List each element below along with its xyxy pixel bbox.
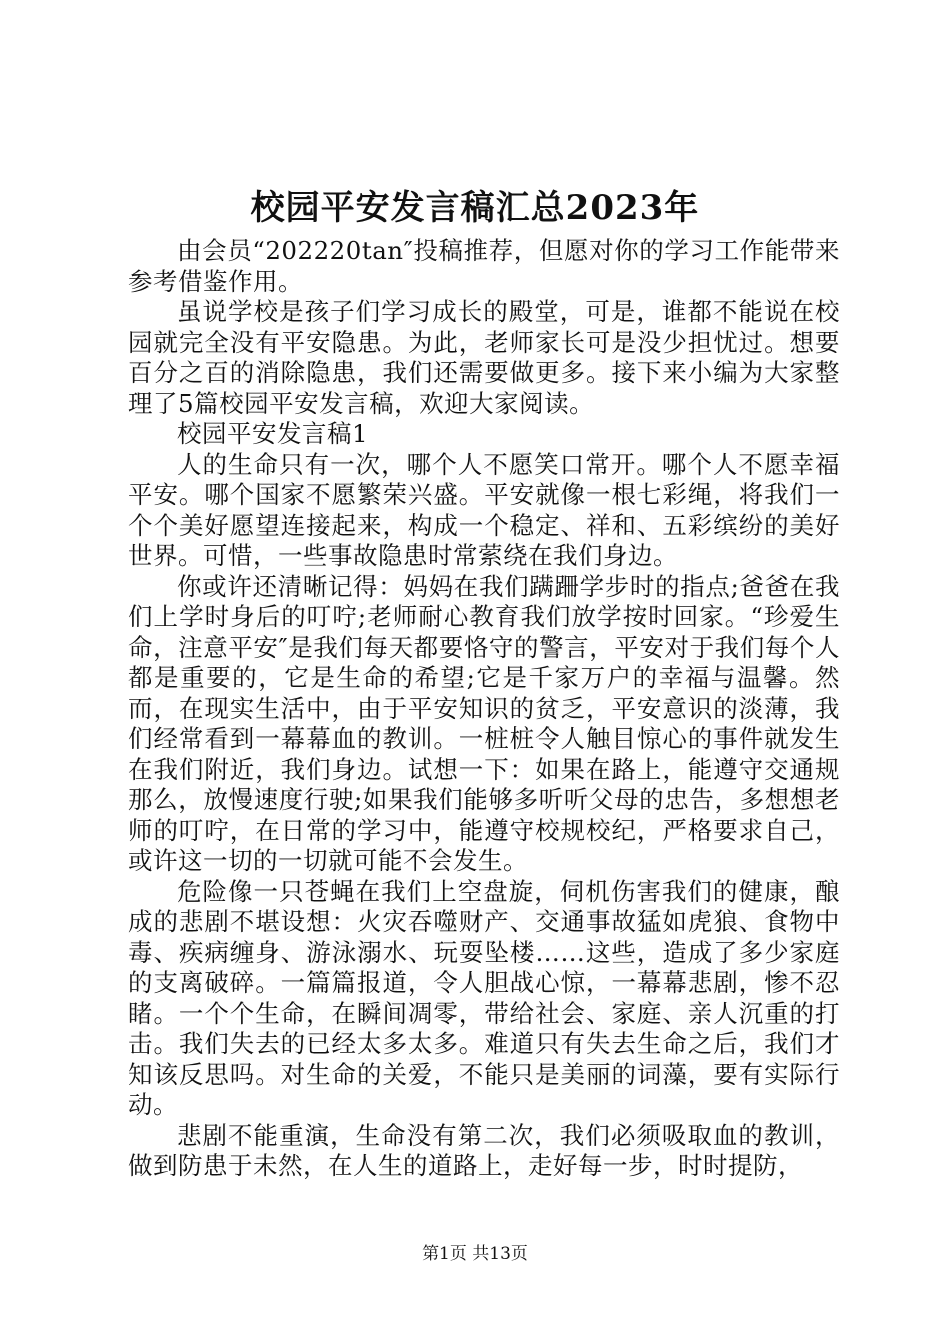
document-title: 校园平安发言稿汇总2023年: [250, 188, 700, 228]
paragraph-intro: 由会员“202220tan″投稿推荐，但愿对你的学习工作能带来参考借鉴作用。: [128, 236, 840, 296]
page-number-footer: 第1页 共13页: [422, 1244, 528, 1264]
paragraph-life: 人的生命只有一次，哪个人不愿笑口常开。哪个人不愿幸福平安。哪个国家不愿繁荣兴盛。平安就像一根七彩绳，将我们一个个美好愿望连接起来，构成一个稳定、祥和、五彩缤纷的美好世界。可惜，一些事故隐患时常萦绕在我们身边。: [128, 449, 840, 570]
section-heading: 校园平安发言稿1: [177, 419, 369, 448]
paragraph-tragedy: 悲剧不能重演，生命没有第二次，我们必须吸取血的教训，做到防患于未然，在人生的道路上，走好每一步，时时提防，: [128, 1120, 840, 1180]
paragraph-memory: 你或许还清晰记得：妈妈在我们蹒跚学步时的指点;爸爸在我们上学时身后的叮咛;老师耐心教育我们放学按时回家。“珍爱生命，注意平安″是我们每天都要恪守的警言，平安对于我们每个人都是重要的，它是生命的希望;它是千家万户的幸福与温馨。然而，在现实生活中，由于平安知识的贫乏，平安意识的淡薄，我们经常看到一幕幕血的教训。一桩桩令人触目惊心的事件就发生在我们附近，我们身边。试想一下：如果在路上，能遵守交通规那么，放慢速度行驶;如果我们能够多听听父母的忠告，多想想老师的叮咛，在日常的学习中，能遵守校规校纪，严格要求自己，或许这一切的一切就可能不会发生。: [128, 571, 840, 875]
paragraph-danger: 危险像一只苍蝇在我们上空盘旋，伺机伤害我们的健康，酿成的悲剧不堪设想：火灾吞噬财产、交通事故猛如虎狼、食物中毒、疾病缠身、游泳溺水、玩耍坠楼……这些，造成了多少家庭的支离破碎。一篇篇报道，令人胆战心惊，一幕幕悲剧，惨不忍睹。一个个生命，在瞬间凋零，带给社会、家庭、亲人沉重的打击。我们失去的已经太多太多。难道只有失去生命之后，我们才知该反思吗。对生命的关爱，不能只是美丽的词藻，要有实际行动。: [128, 876, 840, 1119]
paragraph-preface: 虽说学校是孩子们学习成长的殿堂，可是，谁都不能说在校园就完全没有平安隐患。为此，老师家长可是没少担忧过。想要百分之百的消除隐患，我们还需要做更多。接下来小编为大家整理了5篇校园平安发言稿，欢迎大家阅读。: [128, 297, 840, 418]
document-body: [128, 236, 840, 1182]
